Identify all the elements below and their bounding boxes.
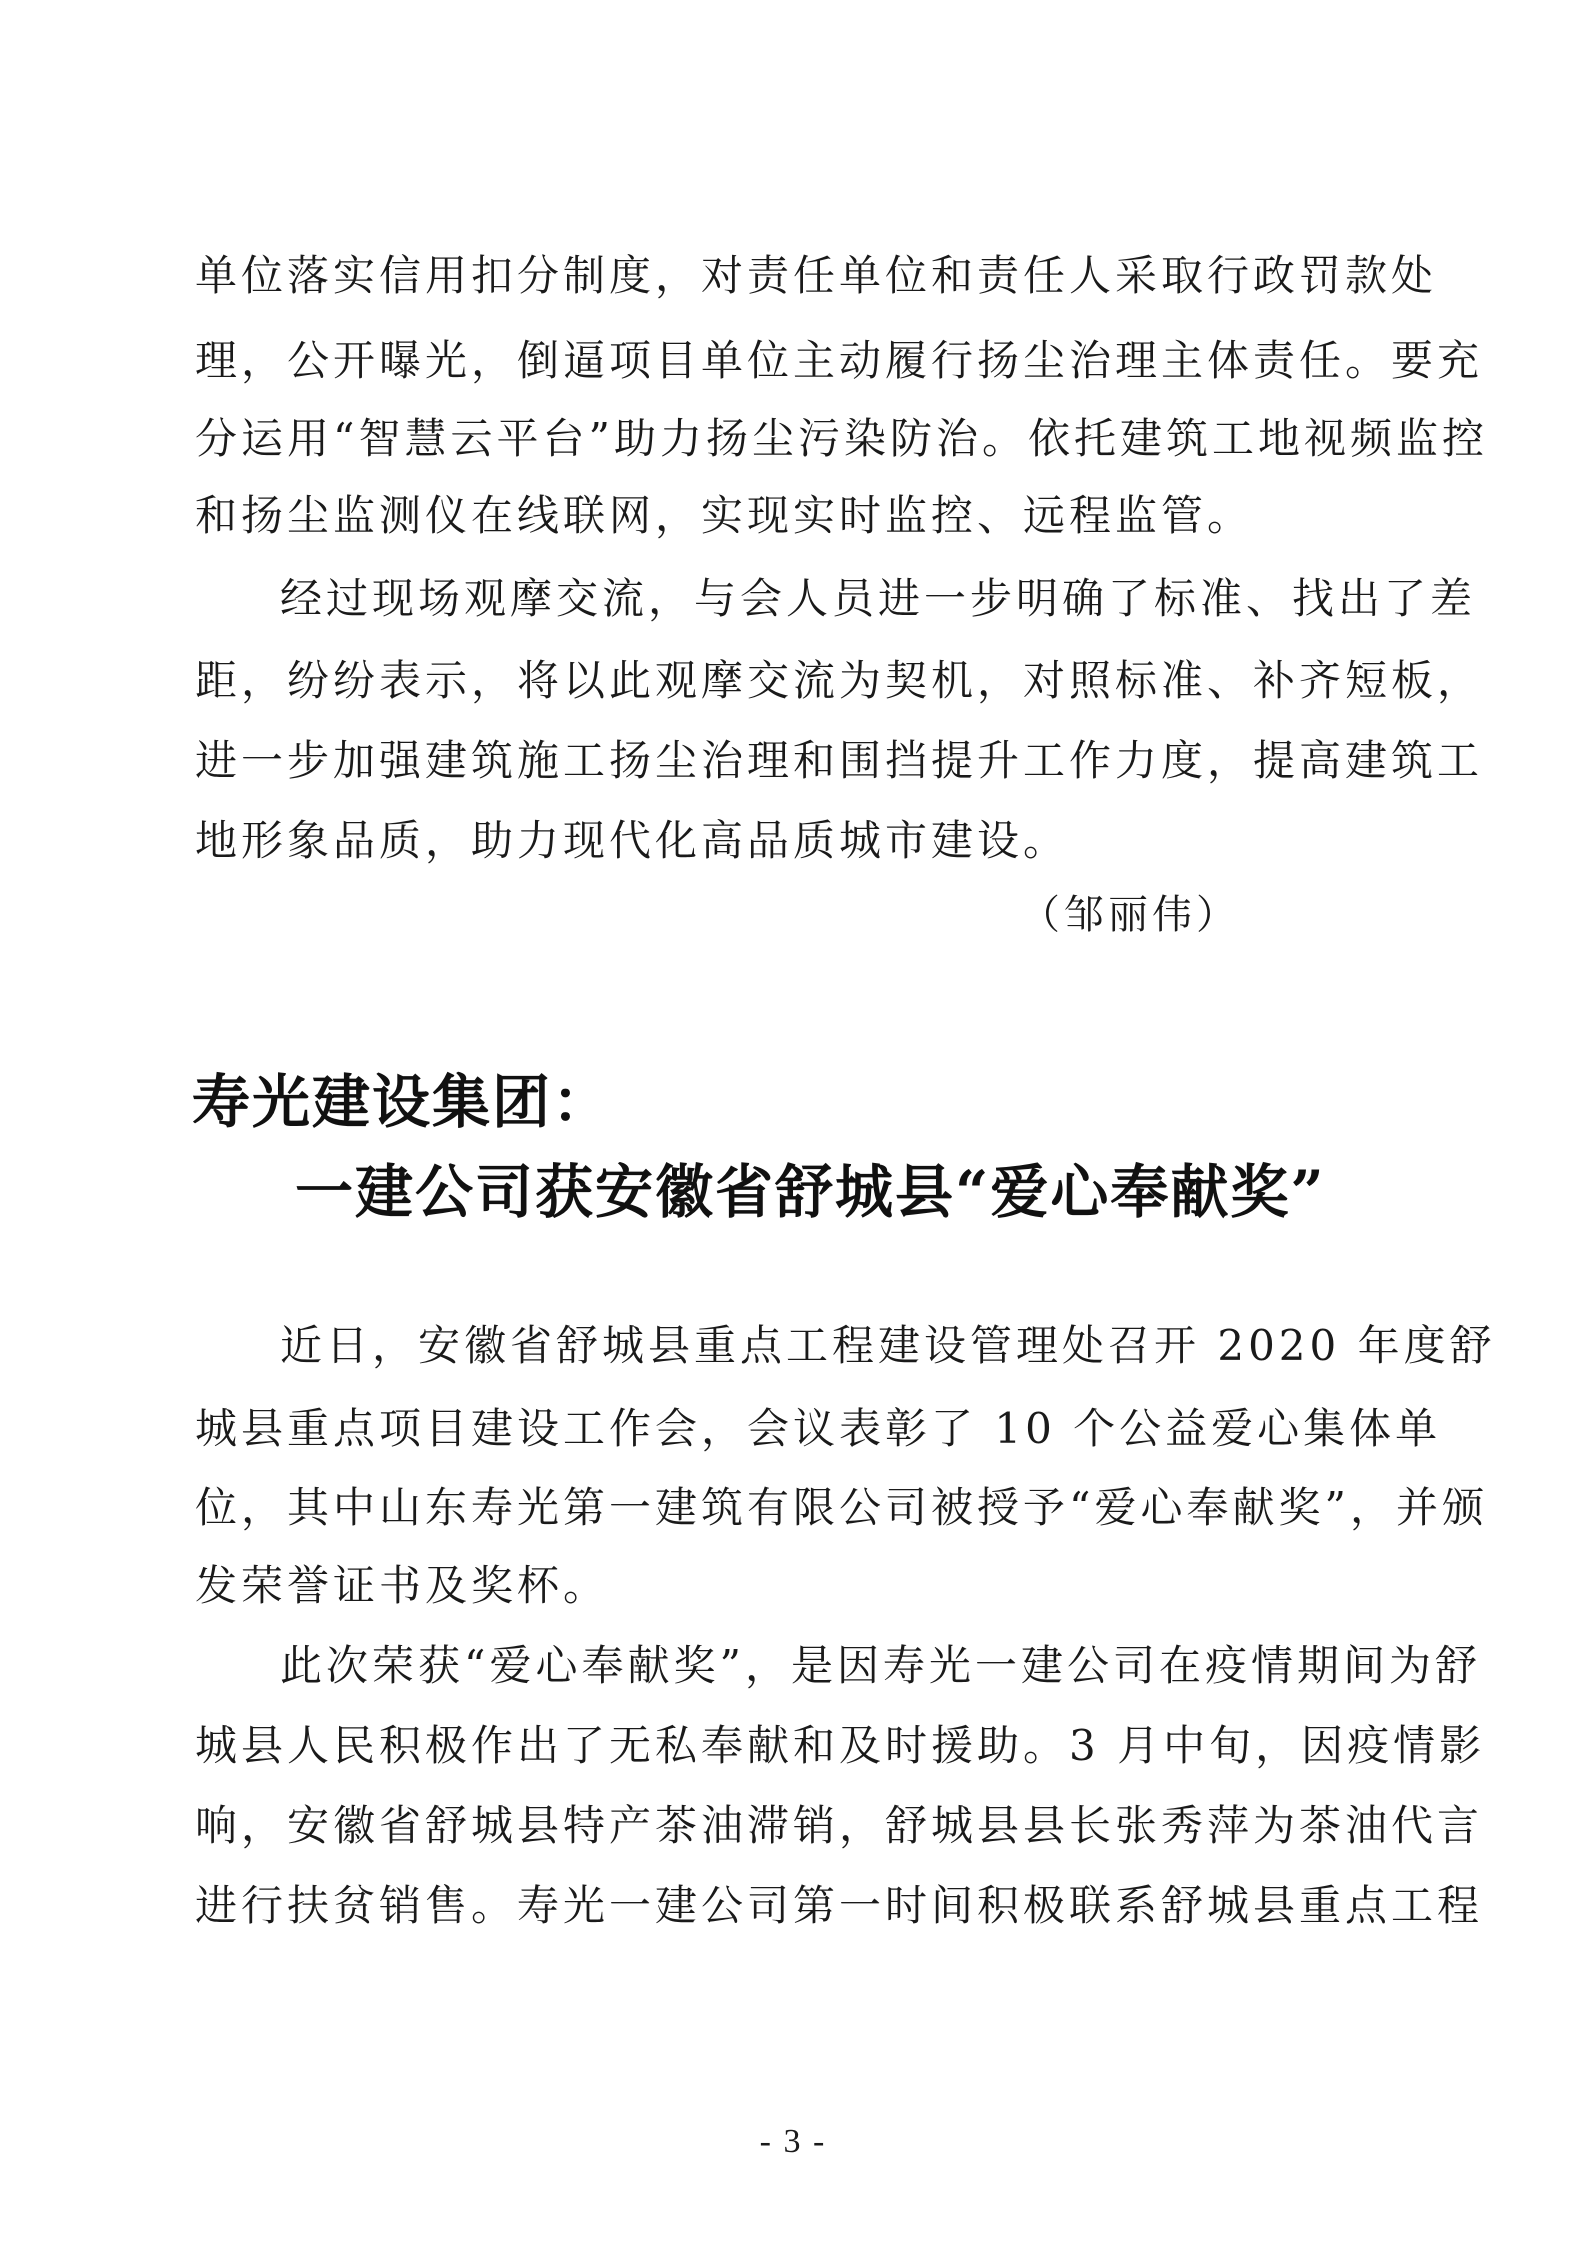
body-text-line: 响，安徽省舒城县特产茶油滞销，舒城县县长张秀萍为茶油代言 (195, 1801, 1484, 1850)
body-text-line: 近日，安徽省舒城县重点工程建设管理处召开 2020 年度舒 (280, 1321, 1496, 1370)
body-text-line: 城县重点项目建设工作会，会议表彰了 10 个公益爱心集体单 (195, 1404, 1442, 1453)
body-text-line: 单位落实信用扣分制度，对责任单位和责任人采取行政罚款处 (195, 251, 1438, 300)
body-text-line: 进行扶贫销售。寿光一建公司第一时间积极联系舒城县重点工程 (195, 1881, 1484, 1930)
body-text-line: 地形象品质，助力现代化高品质城市建设。 (195, 816, 1070, 865)
author-signature: （邹丽伟） (1020, 892, 1240, 938)
body-text-line: 位，其中山东寿光第一建筑有限公司被授予“爱心奉献奖”，并颁 (195, 1483, 1488, 1532)
body-text-line: 距，纷纷表示，将以此观摩交流为契机，对照标准、补齐短板， (195, 656, 1484, 705)
article-title-line-1: 寿光建设集团： (192, 1068, 613, 1136)
article-title-line-2: 一建公司获安徽省舒城县“爱心奉献奖” (295, 1158, 1326, 1226)
body-text-line: 经过现场观摩交流，与会人员进一步明确了标准、找出了差 (280, 574, 1477, 623)
body-text-line: 分运用“智慧云平台”助力扬尘污染防治。依托建筑工地视频监控 (195, 414, 1488, 463)
body-text-line: 进一步加强建筑施工扬尘治理和围挡提升工作力度，提高建筑工 (195, 736, 1484, 785)
body-text-line: 理，公开曝光，倒逼项目单位主动履行扬尘治理主体责任。要充 (195, 336, 1484, 385)
body-text-line: 此次荣获“爱心奉献奖”，是因寿光一建公司在疫情期间为舒 (280, 1641, 1481, 1690)
body-text-line: 城县人民积极作出了无私奉献和及时援助。3 月中旬，因疫情影 (195, 1721, 1486, 1770)
body-text-line: 发荣誉证书及奖杯。 (195, 1561, 610, 1610)
page-number: - 3 - (759, 2123, 827, 2160)
body-text-line: 和扬尘监测仪在线联网，实现实时监控、远程监管。 (195, 491, 1254, 540)
